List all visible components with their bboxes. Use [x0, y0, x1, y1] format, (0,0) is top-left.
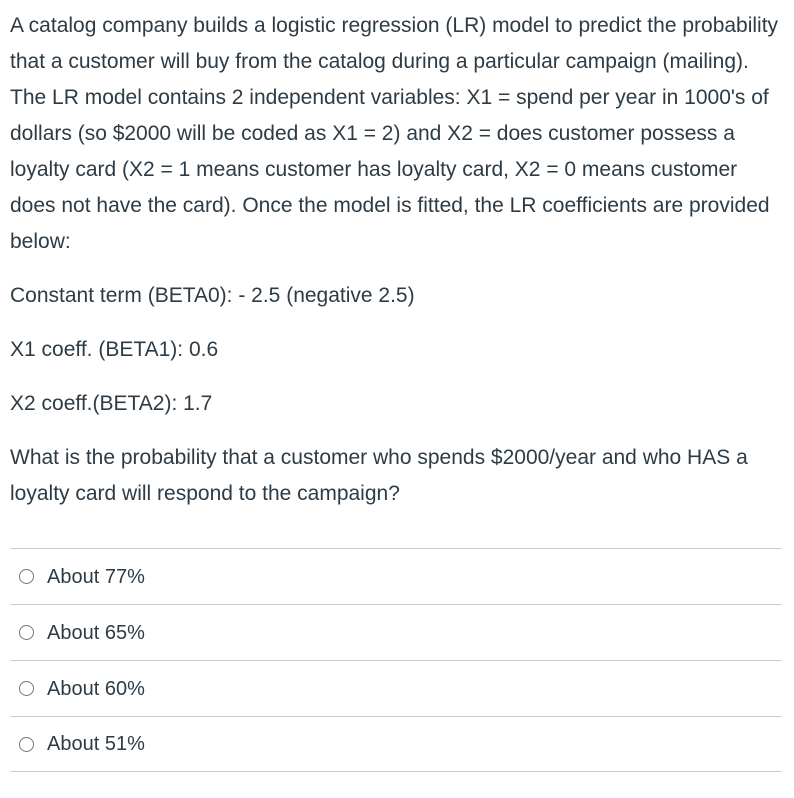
answer-label: About 51% — [47, 733, 145, 755]
radio-button[interactable] — [19, 681, 34, 696]
x2-coefficient: X2 coeff.(BETA2): 1.7 — [10, 392, 213, 415]
radio-button[interactable] — [19, 625, 34, 640]
answer-list — [10, 548, 782, 772]
answer-option[interactable] — [10, 660, 782, 716]
question-prompt: What is the probability that a customer who spends $2000/year and who HAS a loyalty card will respond to the campaign? — [10, 446, 748, 505]
answer-option[interactable] — [10, 548, 782, 604]
answer-label: About 65% — [47, 621, 145, 644]
constant-term: Constant term (BETA0): - 2.5 (negative 2.5) — [10, 284, 415, 307]
answer-option[interactable] — [10, 604, 782, 660]
radio-button[interactable] — [19, 569, 34, 584]
radio-button[interactable] — [19, 737, 34, 752]
x1-coefficient: X1 coeff. (BETA1): 0.6 — [10, 338, 219, 361]
question-text — [10, 8, 782, 530]
answer-label: About 77% — [47, 565, 145, 588]
answer-label: About 60% — [47, 677, 145, 700]
question-paragraph: A catalog company builds a logistic regression (LR) model to predict the probability that a customer will buy from the catalog during a particular campaign (mailing). The LR model contains 2 independent variables: X1 = spend per year in 1000's of dollars (so $2000 will be coded as X1 = 2) and X2 = does customer possess a loyalty card (X2 = 1 means customer has loyalty card, X2 = 0 means customer does not have the card). Once the model is fitted, the LR coefficients are provided below: — [10, 14, 779, 253]
answer-option[interactable] — [10, 716, 782, 772]
